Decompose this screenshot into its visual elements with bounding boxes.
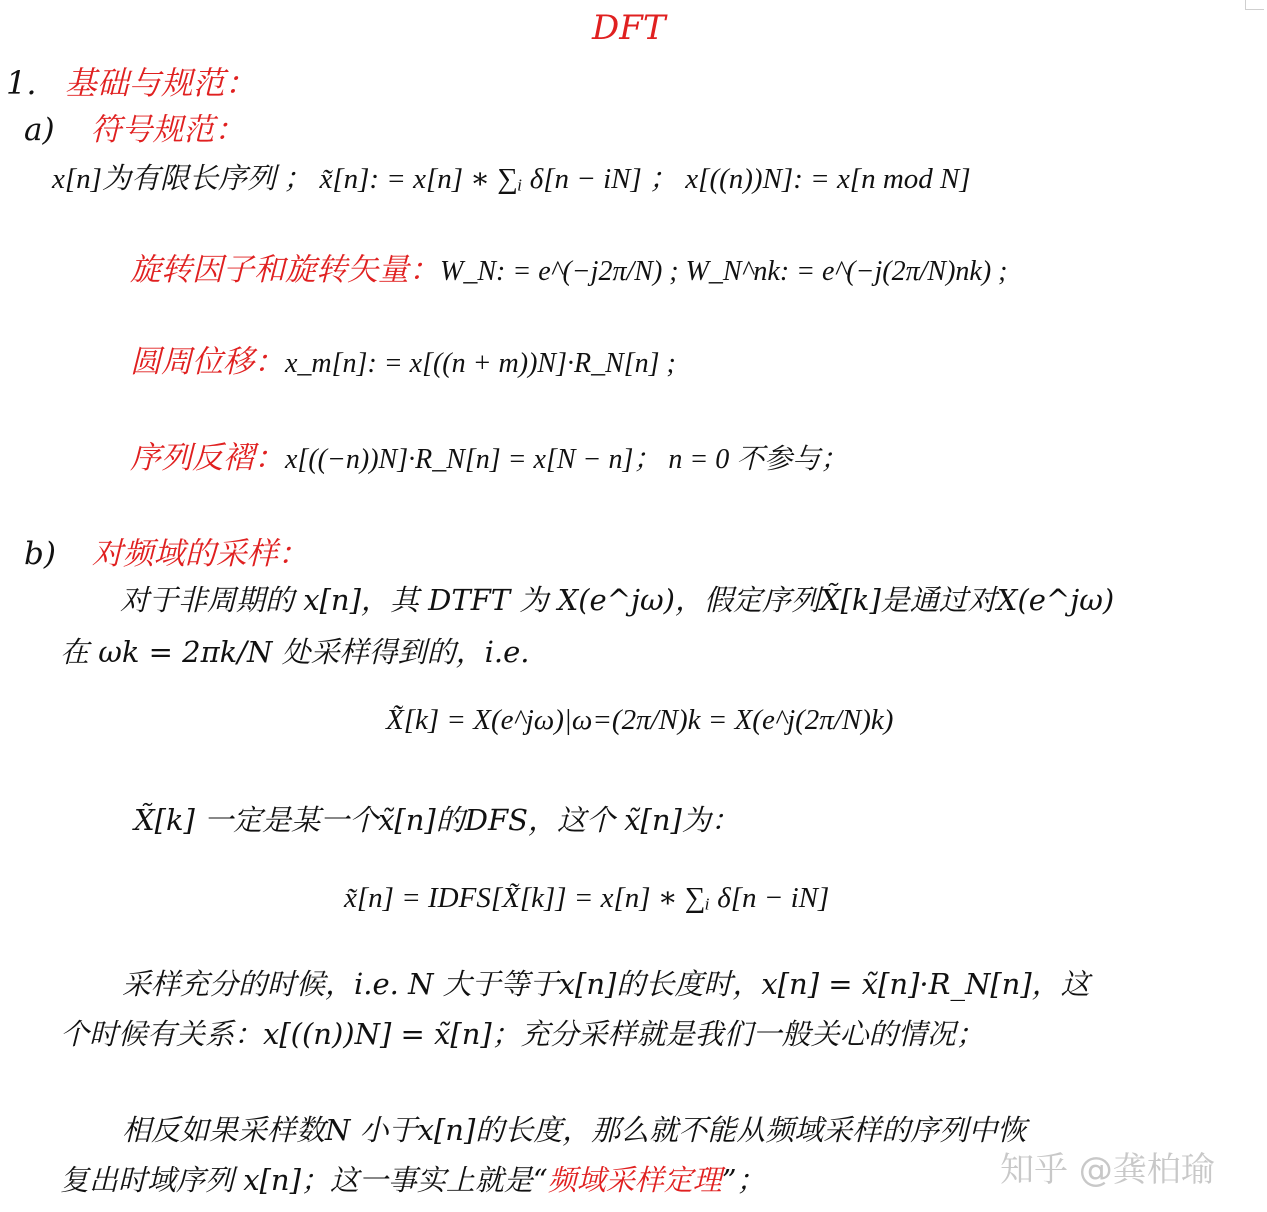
reversal-label: 序列反褶： — [130, 440, 285, 476]
notation-line: x[n]为有限长序列 ； x̃[n]: = x[n] ∗ ∑ᵢ δ[n − iN] ； x[((n))N]: = x[n mod N] — [52, 163, 971, 195]
page-title: DFT — [592, 8, 666, 48]
subsection-tag: b) — [24, 536, 56, 572]
twiddle-formula: W_N: = e^(−j2π/N) ; W_N^nk: = e^(−j(2π/N)nk) ; — [440, 256, 1008, 287]
subsection-a-heading — [24, 104, 245, 149]
paragraph-4-text-b: ”； — [721, 1163, 766, 1197]
subsection-tag: a) — [24, 112, 55, 148]
subsection-label: 对频域的采样： — [91, 536, 309, 572]
zhihu-watermark: 知乎 @龚柏瑜 — [1000, 1150, 1215, 1190]
equation-idfs: x̃[n] = IDFS[X̃[k]] = x[n] ∗ ∑ᵢ δ[n − iN] — [344, 882, 830, 914]
reversal-formula: x[((−n))N]·R_N[n] = x[N − n]； n = 0 不参与； — [285, 444, 849, 475]
section-label: 基础与规范： — [64, 64, 257, 102]
twiddle-line — [130, 244, 1008, 289]
paragraph-2: X̃[k] 一定是某一个x̃[n]的DFS，这个 x̃[n]为： — [134, 803, 740, 837]
paragraph-3-line-1: 采样充分的时候，i.e. N 大于等于x[n]的长度时，x[n] = x̃[n]·R_N[n]，这 — [122, 967, 1090, 1001]
section-1-heading — [6, 58, 257, 104]
paragraph-1-line-2: 在 ωk = 2πk/N 处采样得到的，i.e. — [60, 635, 530, 669]
paragraph-3-line-2: 个时候有关系：x[((n))N] = x̃[n]；充分采样就是我们一般关心的情况； — [60, 1017, 985, 1051]
paragraph-4-line-1: 相反如果采样数N 小于x[n]的长度，那么就不能从频域采样的序列中恢 — [122, 1113, 1027, 1147]
reversal-line — [130, 432, 848, 477]
frequency-sampling-theorem: 频域采样定理 — [547, 1163, 722, 1197]
section-number: 1. — [6, 64, 37, 102]
subsection-label: 符号规范： — [90, 112, 246, 148]
circular-shift-line — [130, 336, 676, 381]
paragraph-1-line-1: 对于非周期的 x[n]，其 DTFT 为 X(e^jω)，假定序列X̃[k]是通过对X(e^jω) — [120, 583, 1115, 617]
twiddle-label: 旋转因子和旋转矢量： — [130, 252, 440, 288]
circular-shift-formula: x_m[n]: = x[((n + m))N]·R_N[n] ; — [285, 348, 676, 379]
subsection-b-heading — [24, 528, 309, 573]
paragraph-4-line-2 — [60, 1158, 766, 1199]
paragraph-4-text-a: 复出时域序列 x[n]；这一事实上就是“ — [60, 1163, 548, 1197]
equation-sampling: X̃[k] = X(e^jω)|ω=(2π/N)k = X(e^j(2π/N)k) — [386, 704, 894, 736]
page-corner-mark — [1245, 0, 1264, 10]
circular-shift-label: 圆周位移： — [130, 344, 285, 380]
